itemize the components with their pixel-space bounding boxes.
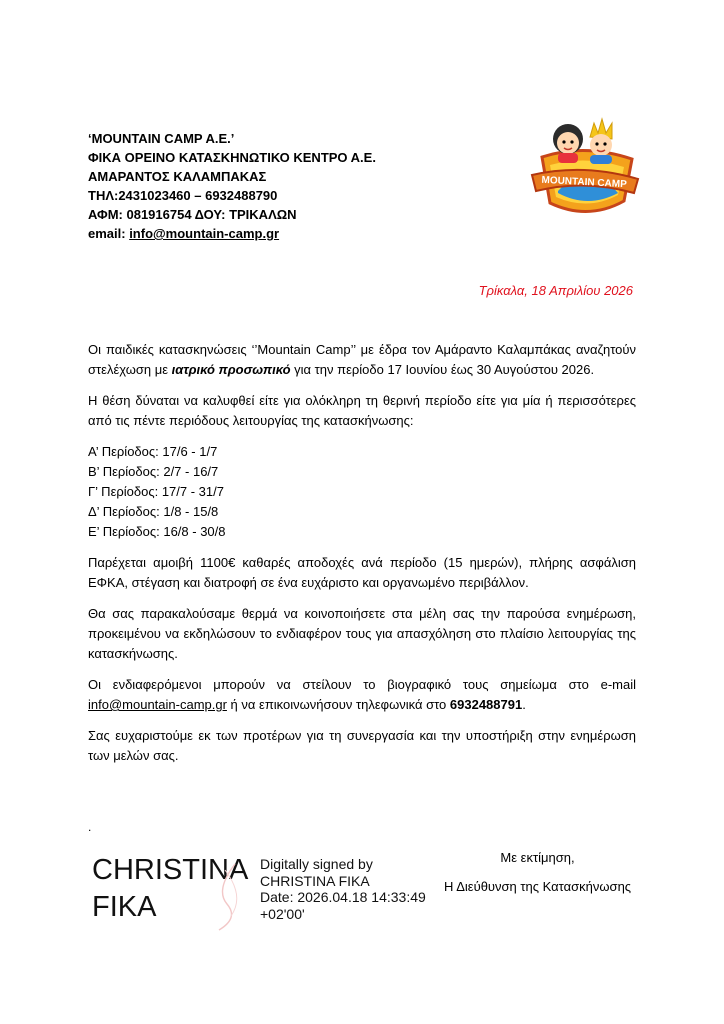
company-phone: ΤΗΛ:2431023460 – 6932488790 [88,188,278,203]
digital-signature-info [260,856,426,922]
logo-text: MOUNTAIN CAMP [541,174,628,191]
intro-text-end: για την περίοδο 17 Ιουνίου έως 30 Αυγούστου 2026. [290,362,595,377]
paragraph-thanks: Σας ευχαριστούμε εκ των προτέρων για τη συνεργασία και την υποστήριξη στην ενημέρωση των μελών σας. [88,728,636,763]
company-name: ‘MOUNTAIN CAMP A.E.’ [88,131,235,146]
contact-text: Οι ενδιαφερόμενοι μπορούν να στείλουν το βιογραφικό τους σημείωμα στο e-mail [88,677,636,692]
contact-text-mid: ή να επικοινωνήσουν τηλεφωνικά στο [226,697,450,712]
stray-dot: . [88,820,92,834]
paragraph-request: Θα σας παρακαλούσαμε θερμά να κοινοποιήσετε στα μέλη σας την παρούσα ενημέρωση, προκειμένου να εκδηλώσουν το ενδιαφέρον τους για απασχόληση στο πλαίσιο λειτουργίας της κατασκήνωσης. [88,606,636,661]
company-full-name: ΦΙΚΑ ΟΡΕΙΝΟ ΚΑΤΑΣΚΗΝΩΤΙΚΟ ΚΕΝΤΡΟ Α.Ε. [88,150,376,165]
signature-info-date: Date: 2026.04.18 14:33:49 [260,889,426,905]
paragraph-intro [88,340,636,380]
contact-text-end: . [522,697,526,712]
letter-body [88,340,636,777]
signature-name-line1: CHRISTINA [92,854,249,886]
paragraph-contact [88,675,636,715]
letter-date: Τρίκαλα, 18 Απριλίου 2026 [478,283,633,298]
signature-info-line2: CHRISTINA FIKA [260,872,370,889]
contact-phone: 6932488791 [449,697,523,712]
closing-greeting: Με εκτίμηση, [500,850,575,865]
intro-text: Οι παιδικές κατασκηνώσεις ‘’Mountain Camp’’ με έδρα τον Αμάραντο Καλαμπάκας αναζητούν στελέχωση με [88,342,636,377]
email-link[interactable]: info@mountain-camp.gr [129,226,280,241]
intro-emphasis: ιατρικό προσωπικό [171,362,291,377]
signature-info-line1: Digitally signed by [260,856,373,872]
closing-signatory: Η Διεύθυνση της Κατασκήνωσης [443,879,632,894]
signature-name-line2: FIKA [92,891,157,923]
letter-closing [430,848,645,897]
period-item: Α’ Περίοδος: 17/6 - 1/7 [88,444,218,459]
periods-list [88,442,636,542]
period-item: Δ’ Περίοδος: 1/8 - 15/8 [88,504,219,519]
paragraph-availability: Η θέση δύναται να καλυφθεί είτε για ολόκληρη τη θερινή περίοδο είτε για μία ή περισσότερες από τις πέντε περιόδους λειτουργίας της κατασκήνωσης: [88,393,636,428]
paragraph-compensation: Παρέχεται αμοιβή 1100€ καθαρές αποδοχές ανά περίοδο (15 ημερών), πλήρης ασφάλιση ΕΦΚΑ, στέγαση και διατροφή σε ένα ευχάριστο και οργανωμένο περιβάλλον. [88,555,636,590]
contact-email-link[interactable]: info@mountain-camp.gr [88,697,227,712]
mountain-camp-logo [528,113,640,223]
period-item: Β’ Περίοδος: 2/7 - 16/7 [88,464,219,479]
company-email-line [88,224,376,243]
letterhead [88,129,376,243]
email-label: email: [88,226,130,241]
company-location: ΑΜΑΡΑΝΤΟΣ ΚΑΛΑΜΠΑΚΑΣ [88,169,267,184]
signature-scribble-icon [205,860,255,932]
period-item: Ε’ Περίοδος: 16/8 - 30/8 [88,524,226,539]
period-item: Γ’ Περίοδος: 17/7 - 31/7 [88,484,224,499]
company-tax-info: ΑΦΜ: 081916754 ΔΟΥ: ΤΡΙΚΑΛΩΝ [88,207,297,222]
signature-info-timezone: +02'00' [260,905,305,922]
